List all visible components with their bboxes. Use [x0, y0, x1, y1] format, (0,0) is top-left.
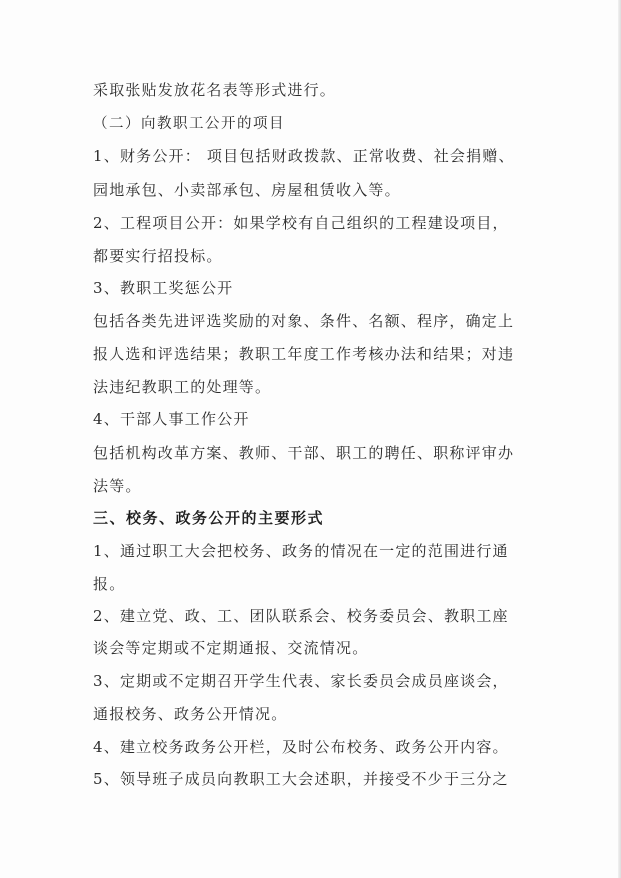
text-line-personnel-title: 4、干部人事工作公开 — [93, 410, 250, 428]
text-line-project: 2、工程项目公开：如果学校有自己组织的工程建设项目， — [93, 214, 509, 232]
text-line-form-3: 3、定期或不定期召开学生代表、家长委员会成员座谈会， — [93, 672, 509, 690]
text-line-rewards-1: 包括各类先进评选奖励的对象、条件、名额、程序，确定上 — [93, 312, 515, 330]
text-line-project-cont: 都要实行招投标。 — [93, 247, 223, 265]
text-line-rewards-2: 报人选和评选结果；教职工年度工作考核办法和结果；对违 — [93, 345, 515, 363]
text-line-form-1: 1、通过职工大会把校务、政务的情况在一定的范围进行通 — [93, 542, 509, 560]
text-line-1: 采取张贴发放花名表等形式进行。 — [93, 81, 337, 99]
text-line-form-2: 2、建立党、政、工、团队联系会、校务委员会、教职工座 — [93, 607, 509, 625]
text-line-personnel-1: 包括机构改革方案、教师、干部、职工的聘任、职称评审办 — [93, 444, 515, 462]
subheading-teacher-items: （二）向教职工公开的项目 — [93, 116, 285, 132]
text-line-rewards-3: 法违纪教职工的处理等。 — [93, 378, 272, 396]
text-line-finance: 1、财务公开： 项目包括财政拨款、正常收费、社会捐赠、 — [93, 147, 515, 165]
section-heading-forms: 三、校务、政务公开的主要形式 — [93, 509, 325, 527]
text-line-form-2-cont: 谈会等定期或不定期通报、交流情况。 — [93, 639, 369, 657]
text-line-form-5: 5、领导班子成员向教职工大会述职，并接受不少于三分之 — [93, 770, 509, 788]
text-line-form-3-cont: 通报校务、政务公开情况。 — [93, 705, 288, 723]
text-line-form-1-cont: 报。 — [93, 575, 126, 593]
text-line-rewards-title: 3、教职工奖惩公开 — [93, 279, 234, 297]
text-line-personnel-2: 法等。 — [93, 477, 142, 495]
text-line-form-4: 4、建立校务政务公开栏，及时公布校务、政务公开内容。 — [93, 738, 509, 756]
text-line-finance-cont: 园地承包、小卖部承包、房屋租赁收入等。 — [93, 181, 401, 199]
